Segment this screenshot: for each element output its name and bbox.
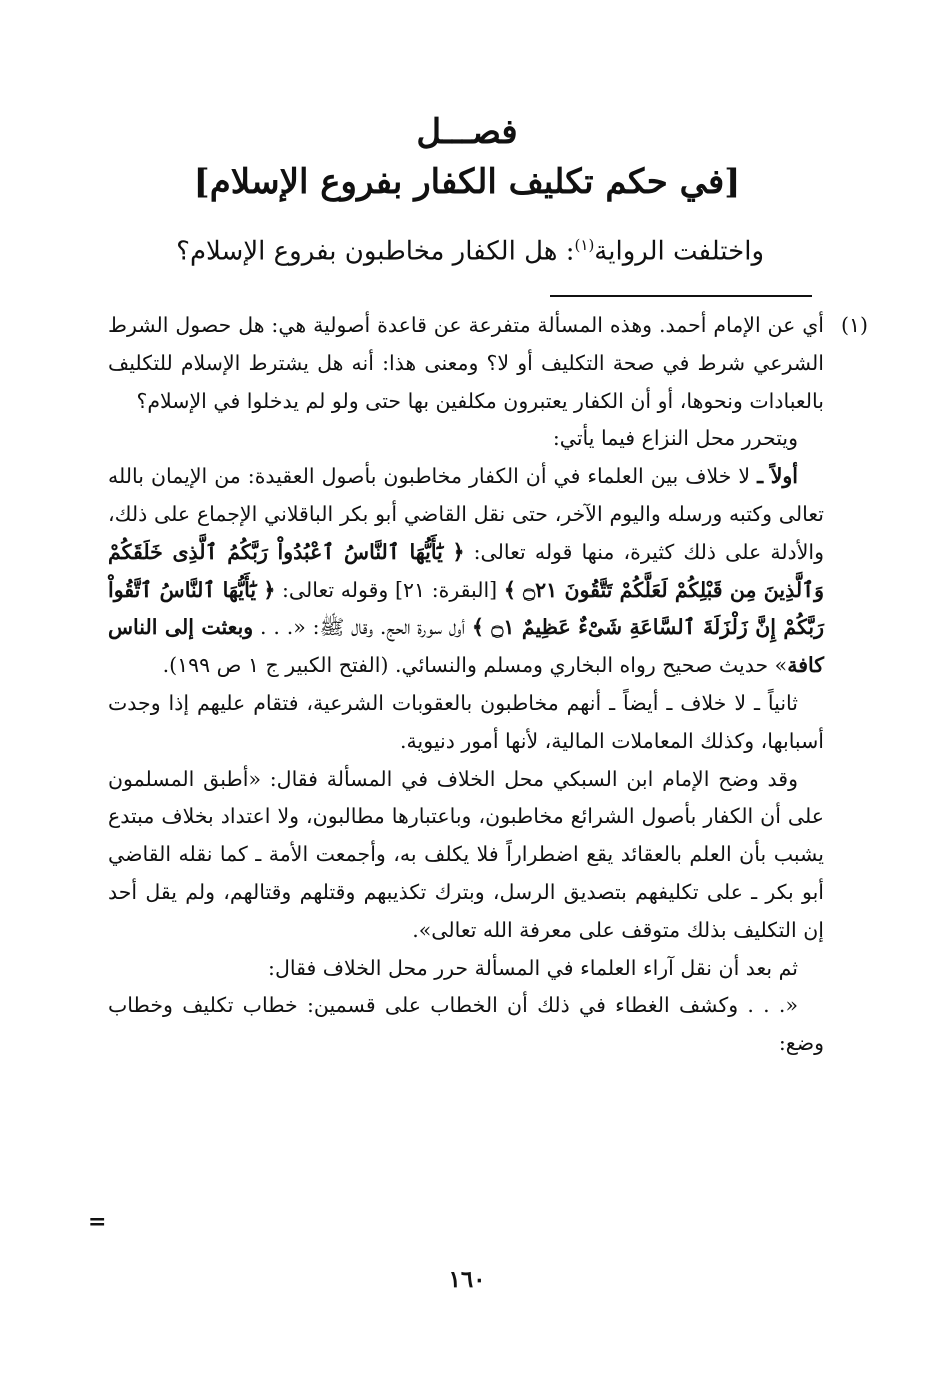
point-one-label: أولاً ـ [757, 464, 798, 489]
footnote-paragraph-5: وقد وضح الإمام ابن السبكي محل الخلاف في المسألة فقال: «أطبق المسلمون على أن الكفار بأصول الشرائع مخاطبون، وباعتبارها مطالبون، ولا اعتداد بخلاف مبتدع يشبب بأن العلم بالعقائد يقع اضطراراً فلا يكلف به، وأجمعت الأمة ـ كما نقله القاضي أبو بكر ـ على تكليفهم بتصديق الرسل، وبترك تكذيبهم وقتلهم وقتالهم، ولم يقل أحد إن التكليف بذلك متوقف على معرفة الله تعالى». [108, 766, 824, 942]
section-heading: فصـــل [416, 112, 518, 152]
verse-reference-text: [البقرة: ٢١] وقوله تعالى: [275, 577, 504, 602]
hadith-source: » حديث صحيح رواه البخاري ومسلم والنسائي. (الفتح الكبير ج ١ ص ١٩٩). [162, 653, 788, 678]
footnote [108, 307, 868, 1063]
point-one-text: لا خلاف بين العلماء في أن الكفار مخاطبون بأصول العقيدة: من الإيمان بالله تعالى وكتبه ورسله واليوم الآخر، حتى نقل القاضي أبو بكر الباقلاني الإجماع على ذلك، والأدلة على ذلك كثيرة، منها قوله تعالى: [108, 464, 824, 564]
footnote-paragraph-7: «. . . وكشف الغطاء في ذلك أن الخطاب على قسمين: خطاب تكليف وخطاب وضع: [108, 993, 824, 1056]
main-text-start: واختلفت الرواية [594, 236, 764, 267]
footnote-p1-text: أي عن الإمام أحمد. وهذه المسألة متفرعة عن قاعدة أصولية هي: هل حصول الشرط الشرعي شرط في صحة التكليف أو لا؟ ومعنى هذا: أنه هل يشترط الإسلام للتكليف بالعبادات ونحوها، أو أن الكفار يعتبرون مكلفين بها حتى ولو لم يدخلوا في الإسلام؟ [108, 313, 824, 413]
footnote-paragraph-3 [108, 458, 824, 685]
footnote-paragraph-4: ثانياً ـ لا خلاف ـ أيضاً ـ أنهم مخاطبون بالعقوبات الشرعية، فتقام عليهم إذا وجدت أسبابها، وكذلك المعاملات المالية، لأنها أمور دنيوية. [108, 690, 824, 753]
footnote-paragraph-2: ويتحرر محل النزاع فيما يأتي: [552, 426, 798, 451]
continuation-mark: = [88, 1209, 107, 1235]
footnote-separator [550, 295, 812, 297]
chapter-title: [في حكم تكليف الكفار بفروع الإسلام] [193, 162, 741, 202]
footnote-reference: (١) [574, 236, 595, 254]
footnote-paragraph-6: ثم بعد أن نقل آراء العلماء في المسألة حرر محل الخلاف فقال: [268, 955, 798, 980]
main-text [144, 236, 764, 267]
footnote-marker: (١) [840, 313, 868, 337]
quran-verse-hajj: ﴿ يَٰٓأَيُّهَا ٱلنَّاسُ ٱتَّقُواْ رَبَّكُمْ إِنَّ زَلْزَلَةَ ٱلسَّاعَةِ شَىْءٌ عَظِيمٌ ۝١ ﴾ [108, 577, 824, 640]
footnote-paragraph-1 [108, 307, 868, 420]
hadith-quote: وبعثت إلى الناس كافة [108, 615, 824, 678]
page-number: ١٦٠ [448, 1266, 486, 1293]
hadith-intro: أول سورة الحج. وقال ﷺ: «. . . [253, 615, 472, 640]
main-text-end: : هل الكفار مخاطبون بفروع الإسلام؟ [176, 236, 575, 267]
quran-verse-baqarah: ﴿ يَٰٓأَيُّهَا ٱلنَّاسُ ٱعْبُدُواْ رَبَّكُمُ ٱلَّذِى خَلَقَكُمْ وَٱلَّذِينَ مِن قَبْلِكُمْ لَعَلَّكُمْ تَتَّقُونَ ۝٢١ ﴾ [108, 539, 825, 602]
